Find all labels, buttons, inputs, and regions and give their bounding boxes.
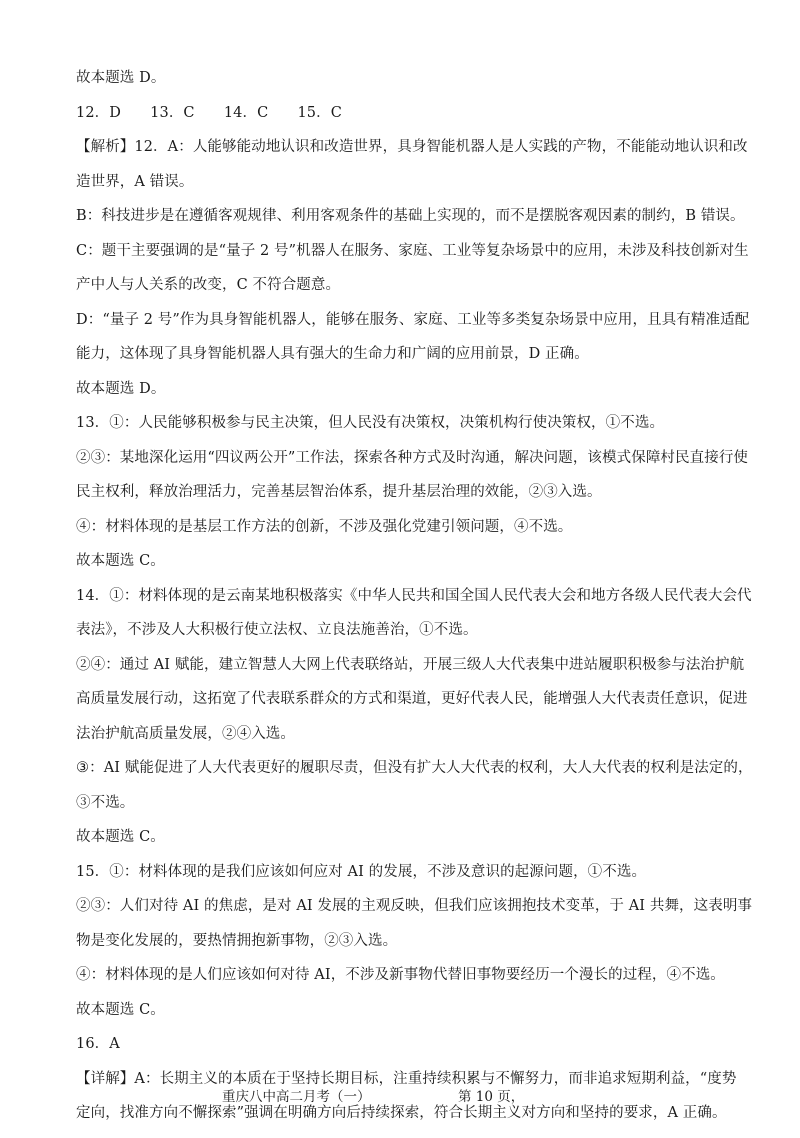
analysis-15-item-1: 15．①：材料体现的是我们应该如何应对 AI 的发展，不涉及意识的起源问题，①不选。 bbox=[76, 863, 647, 880]
analysis-13-item-1: 13．①：人民能够积极参与民主决策，但人民没有决策权，决策机构行使决策权，①不选。 bbox=[76, 415, 665, 431]
footer-exam-title: 重庆八中高二月考（一） bbox=[222, 1089, 371, 1105]
detail-16-line-2: 定向，找准方向不懈探索”强调在明确方向后持续探索，符合长期主义对方向和坚持的要求，A 正确。 bbox=[76, 1105, 727, 1121]
analysis-12-line-2: 造世界，A 错误。 bbox=[76, 173, 194, 190]
analysis-15-item-4: ④：材料体现的是人们应该如何对待 AI，不涉及新事物代替旧事物要经历一个漫长的过程，④不选。 bbox=[76, 967, 725, 983]
analysis-15-item-23-line-1: ②③：人们对待 AI 的焦虑，是对 AI 发展的主观反映，但我们应该拥抱技术变革，于 AI 共舞，这表明事 bbox=[76, 898, 753, 914]
footer-page-number: 第 10 页， bbox=[458, 1089, 525, 1105]
analysis-13-item-23-line-1: ②③：某地深化运用“四议两公开”工作法，探索各种方式及时沟通，解决问题，该模式保障村民直接行使 bbox=[76, 449, 749, 466]
analysis-12-option-d-line-1: D：“量子 2 号”作为具身智能机器人，能够在服务、家庭、工业等多类复杂场景中应用，且具有精准适配 bbox=[76, 311, 750, 328]
analysis-14-item-24-line-1: ②④：通过 AI 赋能，建立智慧人大网上代表联络站，开展三级人大代表集中进站履职积极参与法治护航 bbox=[76, 656, 745, 673]
analysis-14-item-24-line-3: 法治护航高质量发展，②④入选。 bbox=[76, 725, 295, 742]
conclusion-12: 故本题选 D。 bbox=[76, 380, 166, 397]
analysis-14-item-3-line-1: ③：AI 赋能促进了人大代表更好的履职尽责，但没有扩大人大代表的权利，大人大代表的权利是法定的， bbox=[76, 760, 753, 776]
analysis-13-item-23-line-2: 民主权利，释放治理活力，完善基层智治体系，提升基层治理的效能，②③入选。 bbox=[76, 484, 602, 500]
conclusion-14: 故本题选 C。 bbox=[76, 829, 165, 845]
answer-16: 16．A bbox=[76, 1036, 120, 1052]
analysis-15-item-23-line-2: 物是变化发展的，要热情拥抱新事物，②③入选。 bbox=[76, 932, 398, 949]
conclusion-15: 故本题选 C。 bbox=[76, 1001, 165, 1018]
analysis-13-item-4: ④：材料体现的是基层工作方法的创新，不涉及强化党建引领问题，④不选。 bbox=[76, 518, 573, 535]
analysis-14-item-1-line-1: 14．①：材料体现的是云南某地积极落实《中华人民共和国全国人民代表大会和地方各级人民代表大会代 bbox=[76, 587, 752, 604]
detail-16-line-1: 【详解】A：长期主义的本质在于坚持长期目标，注重持续积累与不懈努力，而非追求短期利益，“度势 bbox=[76, 1070, 737, 1087]
document-body bbox=[76, 68, 753, 1138]
analysis-12-option-d-line-2: 能力，这体现了具身智能机器人具有强大的生命力和广阔的应用前景，D 正确。 bbox=[76, 346, 589, 362]
analysis-12-line-1: 【解析】12．A：人能够能动地认识和改造世界，具身智能机器人是人实践的产物，不能能动地认识和改 bbox=[76, 139, 748, 155]
analysis-12-option-c-line-2: 产中人与人关系的改变，C 不符合题意。 bbox=[76, 277, 341, 293]
analysis-12-option-b: B：科技进步是在遵循客观规律、利用客观条件的基础上实现的，而不是摆脱客观因素的制约，B 错误。 bbox=[76, 208, 745, 224]
analysis-14-item-3-line-2: ③不选。 bbox=[76, 794, 135, 811]
analysis-14-item-24-line-2: 高质量发展行动，这拓宽了代表联系群众的方式和渠道，更好代表人民，能增强人大代表责任意识，促进 bbox=[76, 691, 748, 707]
answer-key-line: 12．D 13．C 14．C 15．C bbox=[76, 104, 342, 121]
analysis-12-option-c-line-1: C：题干主要强调的是“量子 2 号”机器人在服务、家庭、工业等复杂场景中的应用，未涉及科技创新对生 bbox=[76, 242, 749, 259]
conclusion-13: 故本题选 C。 bbox=[76, 553, 165, 569]
text-line-conclusion-11: 故本题选 D。 bbox=[76, 70, 166, 86]
analysis-14-item-1-line-2: 表法》，不涉及人大积极行使立法权、立良法施善治，①不选。 bbox=[76, 622, 478, 638]
